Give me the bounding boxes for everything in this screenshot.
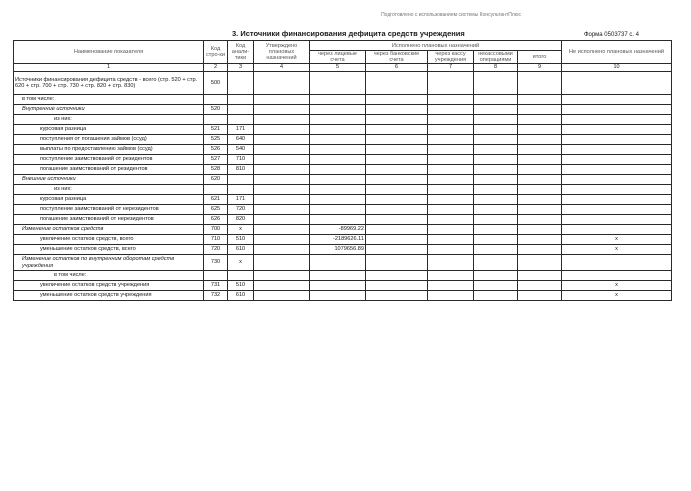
col-header-name: Наименование показателя [14, 41, 204, 64]
row-name: Внутренние источники [14, 105, 204, 115]
row-line-code: 621 [204, 195, 228, 205]
row-noncash [474, 125, 518, 135]
row-noncash [474, 255, 518, 271]
row-analytics-code: 171 [228, 125, 254, 135]
row-via-personal [310, 215, 366, 225]
row-via-personal [310, 145, 366, 155]
row-via-cash [428, 145, 474, 155]
row-line-code: 731 [204, 281, 228, 291]
row-via-cash [428, 235, 474, 245]
row-via-cash [428, 205, 474, 215]
table-row [14, 155, 672, 165]
row-via-cash [428, 175, 474, 185]
row-via-personal [310, 281, 366, 291]
row-approved [254, 281, 310, 291]
row-approved [254, 115, 310, 125]
table-row [14, 185, 672, 195]
row-total [518, 185, 562, 195]
row-name: Изменение остатков по внутренним оборотам средств учреждения [14, 255, 204, 271]
row-via-bank [366, 291, 428, 301]
row-approved [254, 95, 310, 105]
row-approved [254, 175, 310, 185]
table-row [14, 135, 672, 145]
row-via-cash [428, 72, 474, 95]
row-via-personal [310, 291, 366, 301]
row-unexecuted [562, 215, 672, 225]
row-line-code [204, 95, 228, 105]
row-via-bank [366, 115, 428, 125]
row-via-bank [366, 271, 428, 281]
row-approved [254, 225, 310, 235]
row-approved [254, 255, 310, 271]
row-noncash [474, 235, 518, 245]
row-total [518, 125, 562, 135]
row-via-personal [310, 195, 366, 205]
row-via-bank [366, 125, 428, 135]
row-via-bank [366, 175, 428, 185]
row-line-code [204, 115, 228, 125]
row-via-bank [366, 225, 428, 235]
row-via-cash [428, 135, 474, 145]
row-via-bank [366, 205, 428, 215]
row-name: увеличение остатков средств, всего [14, 235, 204, 245]
row-line-code: 626 [204, 215, 228, 225]
row-analytics-code [228, 72, 254, 95]
row-analytics-code: x [228, 255, 254, 271]
row-total [518, 72, 562, 95]
row-total [518, 155, 562, 165]
row-line-code: 732 [204, 291, 228, 301]
row-approved [254, 205, 310, 215]
row-name: погашение заимствований от резидентов [14, 165, 204, 175]
row-noncash [474, 155, 518, 165]
table-row [14, 195, 672, 205]
row-total [518, 105, 562, 115]
row-analytics-code: 510 [228, 281, 254, 291]
row-name: поступления от погашения займов (ссуд) [14, 135, 204, 145]
row-noncash [474, 95, 518, 105]
row-unexecuted [562, 95, 672, 105]
row-total [518, 205, 562, 215]
row-via-bank [366, 155, 428, 165]
row-total [518, 165, 562, 175]
row-name: в том числе: [14, 95, 204, 105]
row-total [518, 175, 562, 185]
row-noncash [474, 145, 518, 155]
table-row [14, 145, 672, 155]
row-total [518, 215, 562, 225]
form-label: Форма 0503737 с. 4 [583, 32, 639, 38]
row-analytics-code: x [228, 225, 254, 235]
table-row [14, 165, 672, 175]
row-line-code: 500 [204, 72, 228, 95]
table-row [14, 72, 672, 95]
row-name: из них: [14, 115, 204, 125]
row-name: Внешние источники [14, 175, 204, 185]
row-approved [254, 215, 310, 225]
row-analytics-code [228, 95, 254, 105]
row-via-personal [310, 135, 366, 145]
row-noncash [474, 281, 518, 291]
row-noncash [474, 291, 518, 301]
row-via-bank [366, 95, 428, 105]
row-approved [254, 125, 310, 135]
row-via-bank [366, 105, 428, 115]
row-via-cash [428, 195, 474, 205]
row-noncash [474, 165, 518, 175]
row-unexecuted: x [562, 281, 672, 291]
row-via-personal [310, 115, 366, 125]
table-row [14, 105, 672, 115]
row-approved [254, 245, 310, 255]
col-header-via-personal: через лицевые счета [310, 51, 366, 64]
row-via-bank [366, 145, 428, 155]
row-unexecuted [562, 115, 672, 125]
row-line-code: 700 [204, 225, 228, 235]
column-number: 2 [204, 64, 228, 72]
column-number: 10 [562, 64, 672, 72]
row-via-bank [366, 165, 428, 175]
row-via-cash [428, 155, 474, 165]
table-row [14, 215, 672, 225]
row-line-code: 710 [204, 235, 228, 245]
row-analytics-code: 720 [228, 205, 254, 215]
row-unexecuted [562, 72, 672, 95]
column-number: 7 [428, 64, 474, 72]
row-name: погашение заимствований от нерезидентов [14, 215, 204, 225]
row-total [518, 255, 562, 271]
row-via-cash [428, 125, 474, 135]
row-noncash [474, 185, 518, 195]
row-noncash [474, 115, 518, 125]
row-line-code: 528 [204, 165, 228, 175]
row-via-personal [310, 175, 366, 185]
table-row [14, 205, 672, 215]
row-total [518, 271, 562, 281]
row-analytics-code [228, 105, 254, 115]
row-name: поступление заимствований от нерезидентов [14, 205, 204, 215]
column-number: 9 [518, 64, 562, 72]
row-total [518, 115, 562, 125]
table-row [14, 235, 672, 245]
row-via-personal [310, 165, 366, 175]
col-header-analytics-code: Код анали-тики [228, 41, 254, 64]
row-analytics-code: 171 [228, 195, 254, 205]
table-row [14, 125, 672, 135]
row-approved [254, 145, 310, 155]
row-via-personal [310, 125, 366, 135]
row-total [518, 135, 562, 145]
row-via-cash [428, 115, 474, 125]
row-unexecuted [562, 195, 672, 205]
row-name: увеличение остатков средств учреждения [14, 281, 204, 291]
row-line-code: 527 [204, 155, 228, 165]
row-via-personal [310, 105, 366, 115]
row-noncash [474, 215, 518, 225]
row-via-bank [366, 185, 428, 195]
row-unexecuted [562, 255, 672, 271]
row-noncash [474, 135, 518, 145]
row-noncash [474, 105, 518, 115]
row-noncash [474, 205, 518, 215]
row-line-code: 730 [204, 255, 228, 271]
table-row [14, 255, 672, 271]
row-name: курсовая разница [14, 125, 204, 135]
row-name: уменьшение остатков средств, всего [14, 245, 204, 255]
row-unexecuted [562, 185, 672, 195]
row-total [518, 195, 562, 205]
col-header-unexecuted: Не исполнено плановых назначений [562, 41, 672, 64]
row-unexecuted [562, 125, 672, 135]
row-total [518, 95, 562, 105]
row-via-cash [428, 165, 474, 175]
row-via-personal [310, 205, 366, 215]
row-noncash [474, 245, 518, 255]
row-noncash [474, 225, 518, 235]
row-analytics-code: 710 [228, 155, 254, 165]
row-via-cash [428, 245, 474, 255]
column-number: 1 [14, 64, 204, 72]
row-line-code: 625 [204, 205, 228, 215]
row-via-cash [428, 185, 474, 195]
row-noncash [474, 195, 518, 205]
row-line-code: 526 [204, 145, 228, 155]
row-via-personal [310, 95, 366, 105]
row-unexecuted [562, 175, 672, 185]
row-line-code [204, 185, 228, 195]
row-analytics-code [228, 185, 254, 195]
row-noncash [474, 175, 518, 185]
row-approved [254, 291, 310, 301]
row-name: уменьшение остатков средств учреждения [14, 291, 204, 301]
row-approved [254, 155, 310, 165]
row-analytics-code: 540 [228, 145, 254, 155]
row-via-personal [310, 271, 366, 281]
row-via-bank [366, 235, 428, 245]
row-unexecuted [562, 145, 672, 155]
row-unexecuted [562, 225, 672, 235]
row-analytics-code: 610 [228, 245, 254, 255]
table-row [14, 281, 672, 291]
row-unexecuted [562, 135, 672, 145]
table-row [14, 245, 672, 255]
row-approved [254, 105, 310, 115]
column-number: 5 [310, 64, 366, 72]
row-via-cash [428, 95, 474, 105]
row-via-personal: 1079656.89 [310, 245, 366, 255]
row-unexecuted [562, 155, 672, 165]
row-analytics-code: 810 [228, 165, 254, 175]
row-name: курсовая разница [14, 195, 204, 205]
row-unexecuted: x [562, 245, 672, 255]
col-header-approved: Утверждено плановых назначений [254, 41, 310, 64]
row-via-personal: -89969.22 [310, 225, 366, 235]
row-approved [254, 185, 310, 195]
row-unexecuted: x [562, 291, 672, 301]
row-via-bank [366, 215, 428, 225]
table-row [14, 225, 672, 235]
row-via-cash [428, 105, 474, 115]
row-analytics-code: 640 [228, 135, 254, 145]
section-title: 3. Источники финансирования дефицита средств учреждения [232, 29, 465, 38]
row-via-bank [366, 245, 428, 255]
table-row [14, 291, 672, 301]
table-row [14, 175, 672, 185]
column-number: 8 [474, 64, 518, 72]
row-unexecuted [562, 105, 672, 115]
source-note: Подготовлено с использованием системы КонсультантПлюс [381, 12, 521, 18]
row-name: в том числе: [14, 271, 204, 281]
table-row [14, 115, 672, 125]
row-noncash [474, 271, 518, 281]
row-line-code: 521 [204, 125, 228, 135]
row-analytics-code: 510 [228, 235, 254, 245]
row-line-code: 620 [204, 175, 228, 185]
row-name: Источники финансирования дефицита средств - всего (стр. 520 + стр. 620 + стр. 700 + стр. 730 + стр. 820 + стр. 830) [14, 72, 204, 95]
row-line-code: 720 [204, 245, 228, 255]
row-via-personal [310, 185, 366, 195]
row-approved [254, 72, 310, 95]
row-approved [254, 195, 310, 205]
row-line-code: 525 [204, 135, 228, 145]
row-name: выплаты по предоставлению займов (ссуд) [14, 145, 204, 155]
row-analytics-code [228, 175, 254, 185]
row-name: поступление заимствований от резидентов [14, 155, 204, 165]
row-approved [254, 165, 310, 175]
row-via-personal [310, 72, 366, 95]
row-via-cash [428, 215, 474, 225]
row-analytics-code [228, 271, 254, 281]
row-total [518, 235, 562, 245]
row-approved [254, 235, 310, 245]
col-header-total: итого [518, 51, 562, 64]
row-analytics-code [228, 115, 254, 125]
row-line-code: 520 [204, 105, 228, 115]
row-via-personal [310, 155, 366, 165]
row-via-bank [366, 281, 428, 291]
row-via-cash [428, 281, 474, 291]
row-total [518, 145, 562, 155]
row-name: Изменение остатков средств [14, 225, 204, 235]
row-approved [254, 135, 310, 145]
column-number: 6 [366, 64, 428, 72]
row-via-personal [310, 255, 366, 271]
row-via-bank [366, 135, 428, 145]
row-via-cash [428, 271, 474, 281]
col-header-line-code: Код стро-ки [204, 41, 228, 64]
row-via-bank [366, 195, 428, 205]
col-header-noncash: некассовыми операциями [474, 51, 518, 64]
row-approved [254, 271, 310, 281]
column-number: 3 [228, 64, 254, 72]
row-line-code [204, 271, 228, 281]
row-total [518, 291, 562, 301]
row-total [518, 245, 562, 255]
row-total [518, 281, 562, 291]
row-unexecuted [562, 165, 672, 175]
row-via-cash [428, 291, 474, 301]
col-header-via-bank: через банковские счета [366, 51, 428, 64]
row-via-bank [366, 255, 428, 271]
table-row [14, 95, 672, 105]
row-unexecuted [562, 271, 672, 281]
col-header-executed-group: Исполнено плановых назначений [310, 41, 562, 51]
column-number: 4 [254, 64, 310, 72]
row-unexecuted: x [562, 235, 672, 245]
table-row [14, 271, 672, 281]
row-noncash [474, 72, 518, 95]
row-via-personal: -2189626.11 [310, 235, 366, 245]
col-header-via-cash: через кассу учреждения [428, 51, 474, 64]
row-analytics-code: 610 [228, 291, 254, 301]
row-total [518, 225, 562, 235]
row-via-bank [366, 72, 428, 95]
row-via-cash [428, 255, 474, 271]
row-name: из них: [14, 185, 204, 195]
row-analytics-code: 820 [228, 215, 254, 225]
row-unexecuted [562, 205, 672, 215]
financing-sources-table [13, 40, 672, 301]
row-via-cash [428, 225, 474, 235]
